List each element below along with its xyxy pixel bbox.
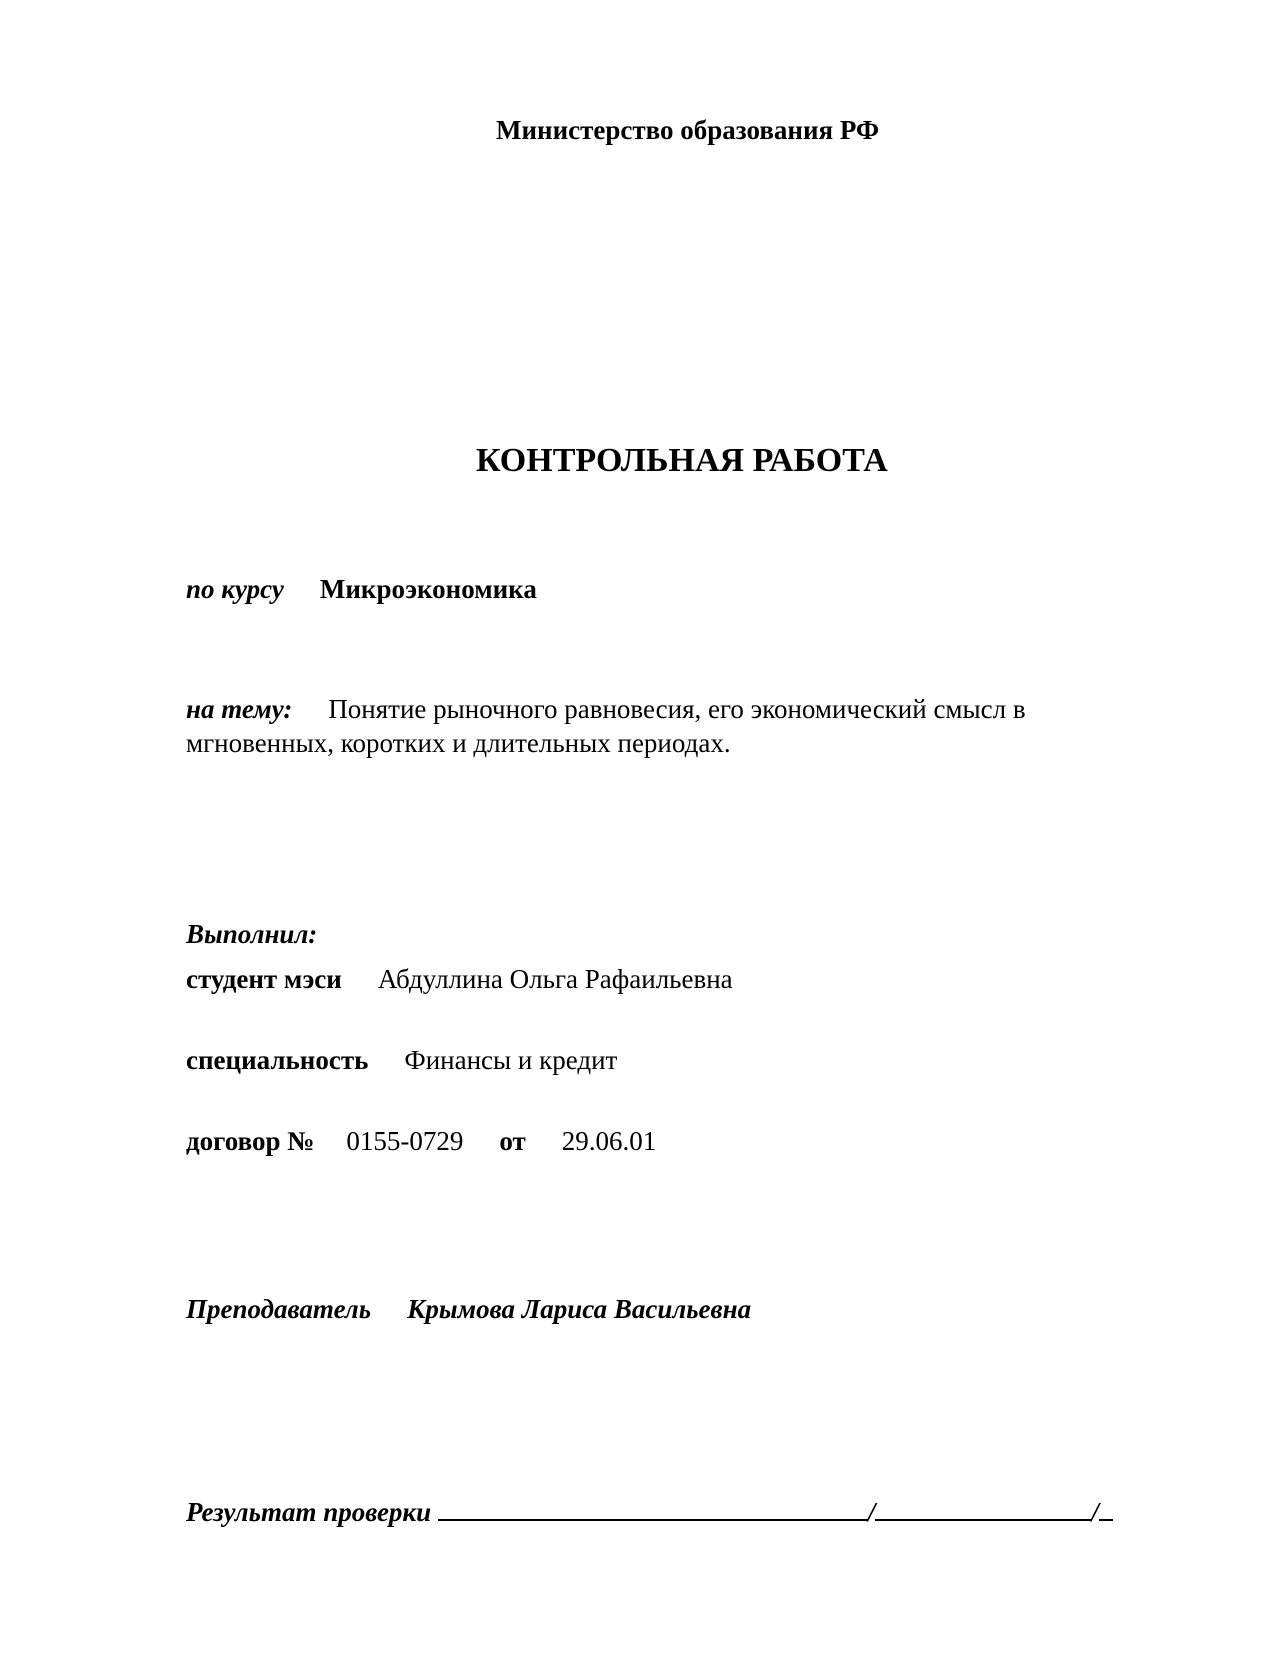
result-separator-1: / <box>867 1497 876 1527</box>
result-row <box>186 1499 1113 1526</box>
student-label: студент мэси <box>186 964 342 994</box>
course-row <box>186 576 537 603</box>
specialty-label: специальность <box>186 1045 369 1075</box>
result-blank-line <box>438 1518 868 1521</box>
teacher-row <box>186 1296 751 1323</box>
topic-label: на тему: <box>186 694 293 724</box>
topic-block <box>186 692 1106 760</box>
teacher-name: Крымова Лариса Васильевна <box>407 1294 752 1324</box>
student-row <box>186 966 733 993</box>
course-label: по курсу <box>186 574 284 604</box>
contract-date: 29.06.01 <box>561 1126 657 1156</box>
ministry-header: Министерство образования РФ <box>496 115 880 145</box>
course-value: Микроэкономика <box>319 574 537 604</box>
specialty-value: Финансы и кредит <box>404 1045 618 1075</box>
result-separator-2: / <box>1091 1497 1099 1527</box>
student-name: Абдуллина Ольга Рафаильевна <box>377 964 733 994</box>
topic-value: Понятие рыночного равновесия, его экономический смысл в мгновенных, коротких и длительных периодах. <box>186 694 1026 758</box>
teacher-label: Преподаватель <box>186 1294 372 1324</box>
contract-row <box>186 1128 656 1155</box>
performed-label: Выполнил: <box>186 919 318 949</box>
result-label: Результат проверки <box>186 1497 432 1527</box>
specialty-row <box>186 1047 617 1074</box>
contract-label: договор № <box>186 1126 315 1156</box>
contract-date-label: от <box>499 1126 526 1156</box>
contract-number: 0155-0729 <box>346 1126 464 1156</box>
document-title: КОНТРОЛЬНАЯ РАБОТА <box>476 442 888 479</box>
signature-blank-line <box>875 1518 1091 1521</box>
trailing-blank-line <box>1099 1518 1113 1521</box>
